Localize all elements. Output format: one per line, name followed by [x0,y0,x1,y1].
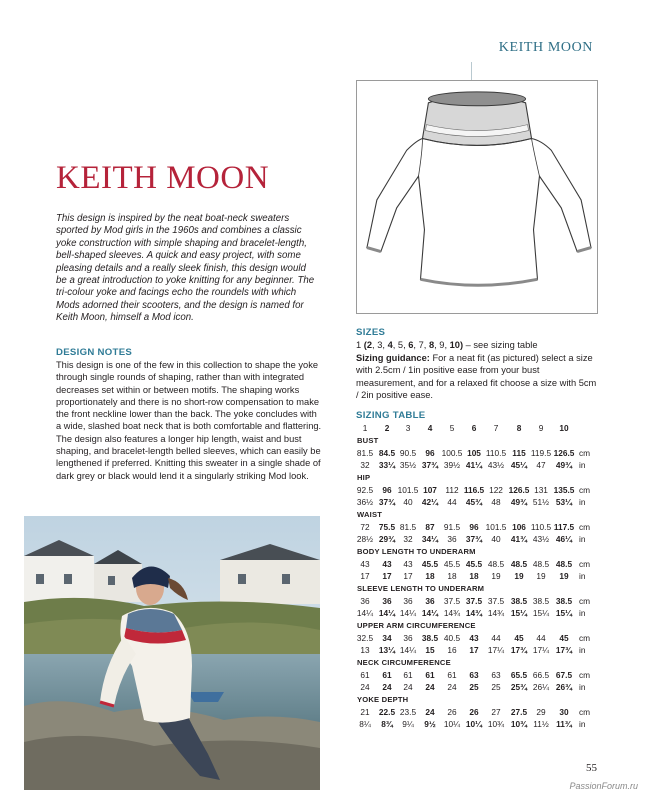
table-unit: in [579,719,586,729]
table-cell: 11½ [533,719,549,729]
table-cell: 44 [491,633,501,643]
table-cell: 45¾ [465,497,483,507]
sizing-table-heading: SIZING TABLE [356,410,426,421]
table-cell: 21 [360,707,370,717]
table-row [356,632,608,644]
pattern-title: KEITH MOON [56,160,270,196]
table-cell: 45 [514,633,524,643]
intro-paragraph: This design is inspired by the neat boat-neck sweaters sported by Mod girls in the 1960s and combines a classic yoke construction with simple shaping and bracelet-length, bell-shaped sleeves. A quick and easy project, with some pleasing details and a really sleek finish, this design would be a great introduction to yoke knitting for any beginner. The tri-colour yoke and facings echo the roundels with which Mods adorned their scooters, and the design is named for Keith Moon, himself a Mod icon. [56,213,315,324]
table-cell: 45.5 [443,559,461,569]
table-cell: 110.5 [530,522,552,532]
sizing-guidance-label: Sizing guidance: [356,353,430,363]
table-cell: 48.5 [487,559,505,569]
table-cell: 14¼ [421,608,439,618]
table-cell: 33¼ [378,460,396,470]
table-cell: 116.5 [463,485,485,495]
table-cell: 90.5 [399,448,417,458]
table-cell: 41¾ [510,534,528,544]
model-photo-image [24,516,320,790]
table-cell: 10 [559,423,569,433]
watermark: PassionForum.ru [569,781,638,791]
table-row [356,669,608,681]
table-cell: 28½ [356,534,374,544]
table-cell: 14¼ [399,608,417,618]
table-cell: 37.5 [487,596,505,606]
table-cell: 29¾ [378,534,396,544]
table-cell: 26 [447,707,457,717]
sizes-list [356,339,537,351]
table-cell: 43½ [487,460,505,470]
table-cell: 24 [425,707,435,717]
table-cell: 17 [360,571,370,581]
table-cell: 4 [427,423,433,433]
table-cell: 126.5 [553,448,575,458]
table-unit: cm [579,448,591,458]
table-cell: 37.5 [443,596,461,606]
table-cell: 24 [447,682,457,692]
table-cell: 48.5 [532,559,550,569]
sizes-list-part: (2 [363,340,373,350]
table-cell: 61 [425,670,435,680]
table-cell: 17 [469,645,479,655]
table-cell: 19 [491,571,501,581]
table-cell: 14¾ [465,608,483,618]
table-cell: 17 [403,571,413,581]
table-cell: 25 [491,682,501,692]
table-unit: in [579,645,586,655]
table-row [356,447,608,459]
sizes-list-part: – see sizing table [463,340,538,350]
table-cell: 36 [403,633,413,643]
table-cell: 18 [425,571,435,581]
table-cell: 43 [403,559,413,569]
sizes-list-part: 8 [428,340,435,350]
table-cell: 34 [382,633,392,643]
table-cell: 61 [403,670,413,680]
table-unit: in [579,571,586,581]
table-cell: 27.5 [510,707,528,717]
table-cell: 65.5 [510,670,528,680]
table-cell: 67.5 [555,670,573,680]
table-cell: 39½ [443,460,461,470]
table-cell: 24 [425,682,435,692]
table-cell: 91.5 [443,522,461,532]
table-cell: 8¾ [381,719,393,729]
table-row [356,484,608,496]
table-cell: 43½ [532,534,550,544]
table-cell: 84.5 [378,448,396,458]
table-cell: 37¾ [378,497,396,507]
table-cell: 32.5 [356,633,374,643]
table-cell: 48 [491,497,501,507]
table-cell: 61 [382,670,392,680]
table-cell: 47 [536,460,546,470]
table-row [356,496,608,508]
table-cell: 43 [382,559,392,569]
table-cell: 101.5 [397,485,419,495]
table-cell: 14¾ [487,608,505,618]
table-cell: 35½ [399,460,417,470]
table-cell: 107 [423,485,437,495]
table-unit: cm [579,670,591,680]
table-cell: 22.5 [378,707,396,717]
table-cell: 13 [360,645,370,655]
sizes-list-part: , 3, [372,340,388,350]
table-section-title: WAIST [357,510,383,519]
table-cell: 112 [445,485,459,495]
table-row [356,607,608,619]
table-cell: 1 [362,423,368,433]
table-cell: 115 [512,448,526,458]
table-cell: 41¼ [465,460,483,470]
table-cell: 5 [449,423,455,433]
table-row [356,459,608,471]
table-row [356,644,608,656]
header-rule [471,62,472,82]
table-section-title: NECK CIRCUMFERENCE [357,658,451,667]
table-cell: 45.5 [465,559,483,569]
table-cell: 32 [360,460,370,470]
table-cell: 9¼ [402,719,414,729]
table-cell: 25 [469,682,479,692]
table-cell: 96 [425,448,435,458]
table-cell: 36 [360,596,370,606]
table-row [356,533,608,545]
table-unit: in [579,682,586,692]
table-cell: 63 [469,670,479,680]
table-cell: 24 [403,682,413,692]
table-cell: 18 [469,571,479,581]
table-cell: 96 [382,485,392,495]
page-number: 55 [586,762,597,774]
design-notes-text: This design is one of the few in this collection to shape the yoke through single rounds of shaping, rather than with integrated decreases set within or between motifs. The shaping works proportionately and there is no short-row compensation to make the front neckline lower than the back. The yoke concludes with a wide, slashed boat neck that is both comfortable and flattering. The design also features a longer hip length, waist and bust shaping, and bracelet-length belled sleeves, which can easily be lengthened if preferred. Knitting this sweater in a single shade of dark grey or black would lend it a singularly striking Mod look. [56,360,322,481]
table-cell: 14¼ [378,608,396,618]
table-cell: 37¾ [421,460,439,470]
table-unit: cm [579,596,591,606]
table-cell: 81.5 [399,522,417,532]
table-section-title: SLEEVE LENGTH TO UNDERARM [357,584,485,593]
table-unit: cm [579,707,591,717]
table-cell: 36 [447,534,457,544]
table-unit: cm [579,485,591,495]
table-unit: cm [579,633,591,643]
sizes-list-part: 4 [387,340,393,350]
sizing-table [356,422,608,730]
table-cell: 36 [403,596,413,606]
table-cell: 17¾ [555,645,573,655]
table-cell: 63 [491,670,501,680]
table-cell: 6 [471,423,477,433]
table-cell: 29 [536,707,546,717]
table-cell: 44 [447,497,457,507]
table-cell: 40 [403,497,413,507]
table-cell: 36 [382,596,392,606]
table-cell: 32 [403,534,413,544]
model-photo [24,516,320,790]
table-cell: 48.5 [510,559,528,569]
table-cell: 14¼ [356,608,374,618]
table-cell: 135.5 [553,485,575,495]
table-cell: 18 [447,571,457,581]
table-cell: 45 [559,633,569,643]
table-cell: 36 [425,596,435,606]
table-unit: in [579,497,586,507]
sizes-list-part: , 9, [434,340,450,350]
table-cell: 26¾ [555,682,573,692]
table-cell: 110.5 [485,448,507,458]
table-cell: 44 [536,633,546,643]
table-cell: 40 [491,534,501,544]
sizes-list-part: , 7, [413,340,429,350]
table-cell: 15¼ [532,608,550,618]
table-cell: 48.5 [555,559,573,569]
table-section-title: YOKE DEPTH [357,695,409,704]
table-cell: 30 [559,707,569,717]
table-cell: 19 [559,571,569,581]
table-cell: 61 [447,670,457,680]
table-row [356,681,608,693]
table-cell: 38.5 [532,596,550,606]
table-row [356,521,608,533]
table-cell: 122 [489,485,503,495]
table-cell: 106 [512,522,526,532]
table-section-title: BUST [357,436,379,445]
design-notes-heading: DESIGN NOTES [56,347,133,358]
table-cell: 11¾ [556,719,572,729]
table-cell: 36½ [356,497,374,507]
table-cell: 14¾ [443,608,461,618]
table-cell: 15¼ [510,608,528,618]
table-section-title: HIP [357,473,371,482]
table-cell: 49¾ [510,497,528,507]
table-cell: 3 [405,423,411,433]
table-cell: 27 [491,707,501,717]
table-unit: cm [579,522,591,532]
sizes-list-part: , 5, [392,340,409,350]
table-cell: 38.5 [510,596,528,606]
table-cell: 131 [534,485,548,495]
table-row [356,570,608,582]
table-unit: in [579,608,586,618]
table-cell: 40.5 [443,633,461,643]
table-cell: 92.5 [356,485,374,495]
table-cell: 8¼ [359,719,371,729]
sizes-list-part: 6 [408,340,414,350]
table-cell: 66.5 [532,670,550,680]
table-cell: 23.5 [399,707,417,717]
table-cell: 24 [382,682,392,692]
table-cell: 2 [384,423,390,433]
sweater-sketch-drawing [357,81,597,313]
table-unit: in [579,460,586,470]
table-row [356,706,608,718]
table-cell: 126.5 [508,485,530,495]
sizes-list-part: 10) [449,340,464,350]
table-row [356,558,608,570]
sizing-guidance [356,352,598,401]
table-cell: 51½ [532,497,550,507]
table-cell: 10¼ [465,719,483,729]
table-cell: 38.5 [555,596,573,606]
table-cell: 16 [447,645,457,655]
sizes-list-part: 1 [356,340,364,350]
table-cell: 43 [469,633,479,643]
table-cell: 43 [360,559,370,569]
table-cell: 15 [425,645,435,655]
table-cell: 9½ [424,719,436,729]
table-cell: 17 [382,571,392,581]
table-cell: 49¾ [555,460,573,470]
table-cell: 45.5 [421,559,439,569]
table-cell: 19 [514,571,524,581]
table-unit: cm [579,559,591,569]
table-cell: 117.5 [553,522,575,532]
table-cell: 119.5 [530,448,552,458]
table-cell: 26¼ [532,682,550,692]
table-cell: 37¾ [465,534,483,544]
sizes-heading: SIZES [356,327,386,338]
table-cell: 17¼ [487,645,505,655]
sweater-sketch [356,80,598,314]
table-unit: in [579,534,586,544]
table-cell: 15¼ [555,608,573,618]
table-cell: 105 [467,448,481,458]
table-cell: 42¼ [421,497,439,507]
table-cell: 101.5 [485,522,507,532]
table-cell: 10¾ [487,719,505,729]
table-cell: 19 [536,571,546,581]
table-cell: 45¼ [510,460,528,470]
table-cell: 53¼ [555,497,573,507]
table-cell: 37.5 [465,596,483,606]
table-cell: 24 [360,682,370,692]
table-cell: 87 [425,522,435,532]
table-cell: 26 [469,707,479,717]
table-cell: 46¼ [555,534,573,544]
table-cell: 10¾ [510,719,528,729]
table-cell: 38.5 [421,633,439,643]
table-cell: 17¼ [532,645,550,655]
table-cell: 7 [493,423,499,433]
table-cell: 72 [360,522,370,532]
table-cell: 25¾ [510,682,528,692]
table-section-title: UPPER ARM CIRCUMFERENCE [357,621,476,630]
table-cell: 8 [516,423,522,433]
table-section-title: BODY LENGTH TO UNDERARM [357,547,476,556]
running-header: KEITH MOON [498,40,593,55]
table-cell: 100.5 [441,448,463,458]
table-cell: 13¼ [378,645,396,655]
table-cell: 34¼ [421,534,439,544]
table-cell: 81.5 [356,448,374,458]
table-row [356,595,608,607]
table-row [356,718,608,730]
table-header-row [356,422,608,434]
table-cell: 96 [469,522,479,532]
table-cell: 14¼ [399,645,417,655]
table-cell: 61 [360,670,370,680]
table-cell: 17¾ [510,645,528,655]
sizing-guidance-text: For a neat fit (as pictured) select a size with 2.5cm / 1in positive ease from your bust measurement, and for a relaxed fit choose a size with 5cm / 2in positive ease. [356,353,597,400]
table-cell: 10¼ [443,719,461,729]
table-cell: 75.5 [378,522,396,532]
table-cell: 9 [538,423,544,433]
